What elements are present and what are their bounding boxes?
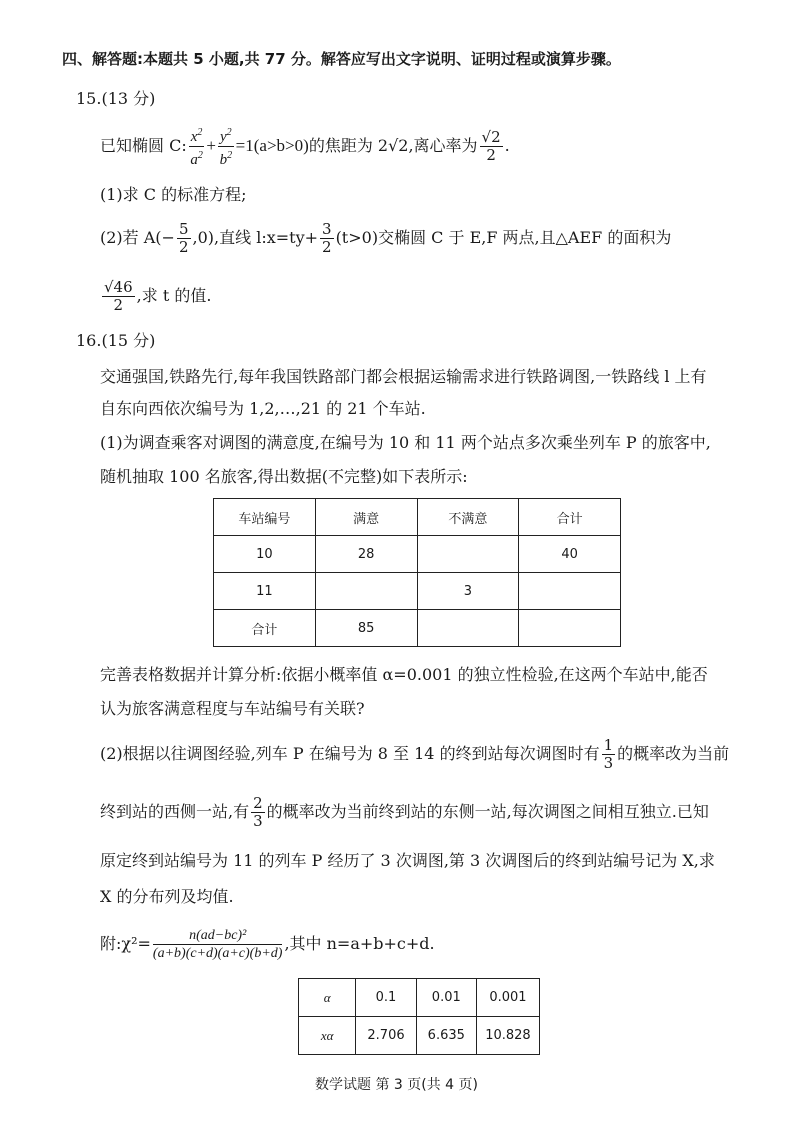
table-header-row (214, 499, 621, 536)
table-header-cell: 满意 (315, 499, 417, 536)
table-row (214, 610, 621, 647)
q16-part1-line2: 随机抽取 100 名旅客,得出数据(不完整)如下表所示: (100, 467, 468, 486)
after-table-line2: 认为旅客满意程度与车站编号有关联? (100, 699, 365, 718)
table-cell (417, 536, 519, 573)
table-cell: 10 (214, 536, 316, 573)
table-cell: 11 (214, 573, 316, 610)
table-cell (417, 610, 519, 647)
area-fraction: $\frac{√46}{2}$ (104, 277, 133, 314)
fraction-3-2: $\frac{3}{2}$ (322, 219, 332, 256)
q16-part2-line1-b: 的概率改为当前 (617, 744, 730, 763)
table-cell: 10.828 (476, 1017, 539, 1055)
table-cell: xα (299, 1017, 356, 1055)
critical-value-table (298, 978, 540, 1055)
q15-part2-d: ,求 t 的值. (136, 286, 212, 305)
q16-para1-line1: 交通强国,铁路先行,每年我国铁路部门都会根据运输需求进行铁路调图,一铁路线 l 上有 (100, 367, 707, 386)
table-row (299, 1017, 540, 1055)
table-cell: 85 (315, 610, 417, 647)
page-footer: 数学试题 第 3 页(共 4 页) (315, 1077, 478, 1093)
table-cell: 6.635 (416, 1017, 476, 1055)
q16-part2-line2 (100, 792, 709, 832)
table-cell: 0.001 (476, 979, 539, 1017)
ellipse-equation: =1(a>b>0) (235, 136, 309, 155)
table-cell: 28 (315, 536, 417, 573)
q15-part1: (1)求 C 的标准方程; (100, 185, 247, 204)
q15-part2-a: (2)若 A(− (100, 228, 175, 247)
table-cell (315, 573, 417, 610)
table-cell: 3 (417, 573, 519, 610)
table-cell: 2.706 (356, 1017, 416, 1055)
q16-para1-line2: 自东向西依次编号为 1,2,…,21 的 21 个车站. (100, 399, 426, 418)
table-header-cell: 车站编号 (214, 499, 316, 536)
chi-square-fraction: $\frac{\text{n(ad−bc)²}}{(a+b)(c+d)(a+c)(b+d)}$ (152, 927, 283, 961)
q16-part2-line1-a: (2)根据以往调图经验,列车 P 在编号为 8 至 14 的终到站每次调图时有 (100, 744, 600, 763)
table-row (299, 979, 540, 1017)
eccentricity-fraction: $\frac{√2}{2}$ (481, 127, 501, 164)
after-table-line1: 完善表格数据并计算分析:依据小概率值 α=0.001 的独立性检验,在这两个车站中,能否 (100, 665, 708, 684)
appendix-pre: 附:χ²= (100, 934, 151, 953)
q15-label: 15.(13 分) (76, 89, 156, 108)
section-header: 四、解答题:本题共 5 小题,共 77 分。解答应写出文字说明、证明过程或演算步骤。 (62, 50, 621, 68)
q15-intro: 已知椭圆 C: $\frac{x^2}{a^2}$ + $\frac{y^2}{b^2}$ =1(a>b>0) 的焦距为 2√2,离心率为 $\frac{√2}{2}$ . (100, 126, 510, 166)
q16-part1-line1: (1)为调查乘客对调图的满意度,在编号为 10 和 11 两个站点多次乘坐列车 P 的旅客中, (100, 433, 711, 452)
ellipse-x-term: $\frac{x^2}{a^2}$ (189, 124, 205, 169)
q16-part2-line1 (100, 734, 729, 774)
appendix-formula (100, 922, 435, 966)
table-row (214, 573, 621, 610)
appendix-post: ,其中 n=a+b+c+d. (284, 934, 435, 953)
q15-part2-c: (t>0)交椭圆 C 于 E,F 两点,且△AEF 的面积为 (335, 228, 672, 247)
table-cell: 0.1 (356, 979, 416, 1017)
q16-part2-line2-b: 的概率改为当前终到站的东侧一站,每次调图之间相互独立.已知 (266, 802, 709, 821)
survey-table (213, 498, 621, 647)
table-cell (519, 610, 621, 647)
probability-one-third: $\frac{1}{3}$ (603, 735, 614, 772)
q15-part2-cont (100, 276, 211, 316)
q16-part2-line2-a: 终到站的西侧一站,有 (100, 802, 250, 821)
table-cell: α (299, 979, 356, 1017)
q15-intro-pre: 已知椭圆 C: (100, 136, 187, 155)
fraction-5-2: $\frac{5}{2}$ (178, 219, 189, 256)
table-row (214, 536, 621, 573)
q16-part2-line3: 原定终到站编号为 11 的列车 P 经历了 3 次调图,第 3 次调图后的终到站编号记为 X,求 (100, 851, 715, 870)
table-cell: 0.01 (416, 979, 476, 1017)
q15-part2-b: ,0),直线 l:x=ty+ (192, 228, 319, 247)
q15-part2 (100, 218, 671, 258)
ellipse-y-term: $\frac{y^2}{b^2}$ (218, 124, 234, 169)
table-header-cell: 不满意 (417, 499, 519, 536)
table-cell: 40 (519, 536, 621, 573)
focal-text: 的焦距为 2√2,离心率为 (308, 136, 478, 155)
table-cell (519, 573, 621, 610)
q16-part2-line4: X 的分布列及均值. (100, 887, 234, 906)
table-header-cell: 合计 (519, 499, 621, 536)
table-cell: 合计 (214, 610, 316, 647)
q16-label: 16.(15 分) (76, 331, 156, 350)
probability-two-thirds: $\frac{2}{3}$ (253, 793, 263, 830)
